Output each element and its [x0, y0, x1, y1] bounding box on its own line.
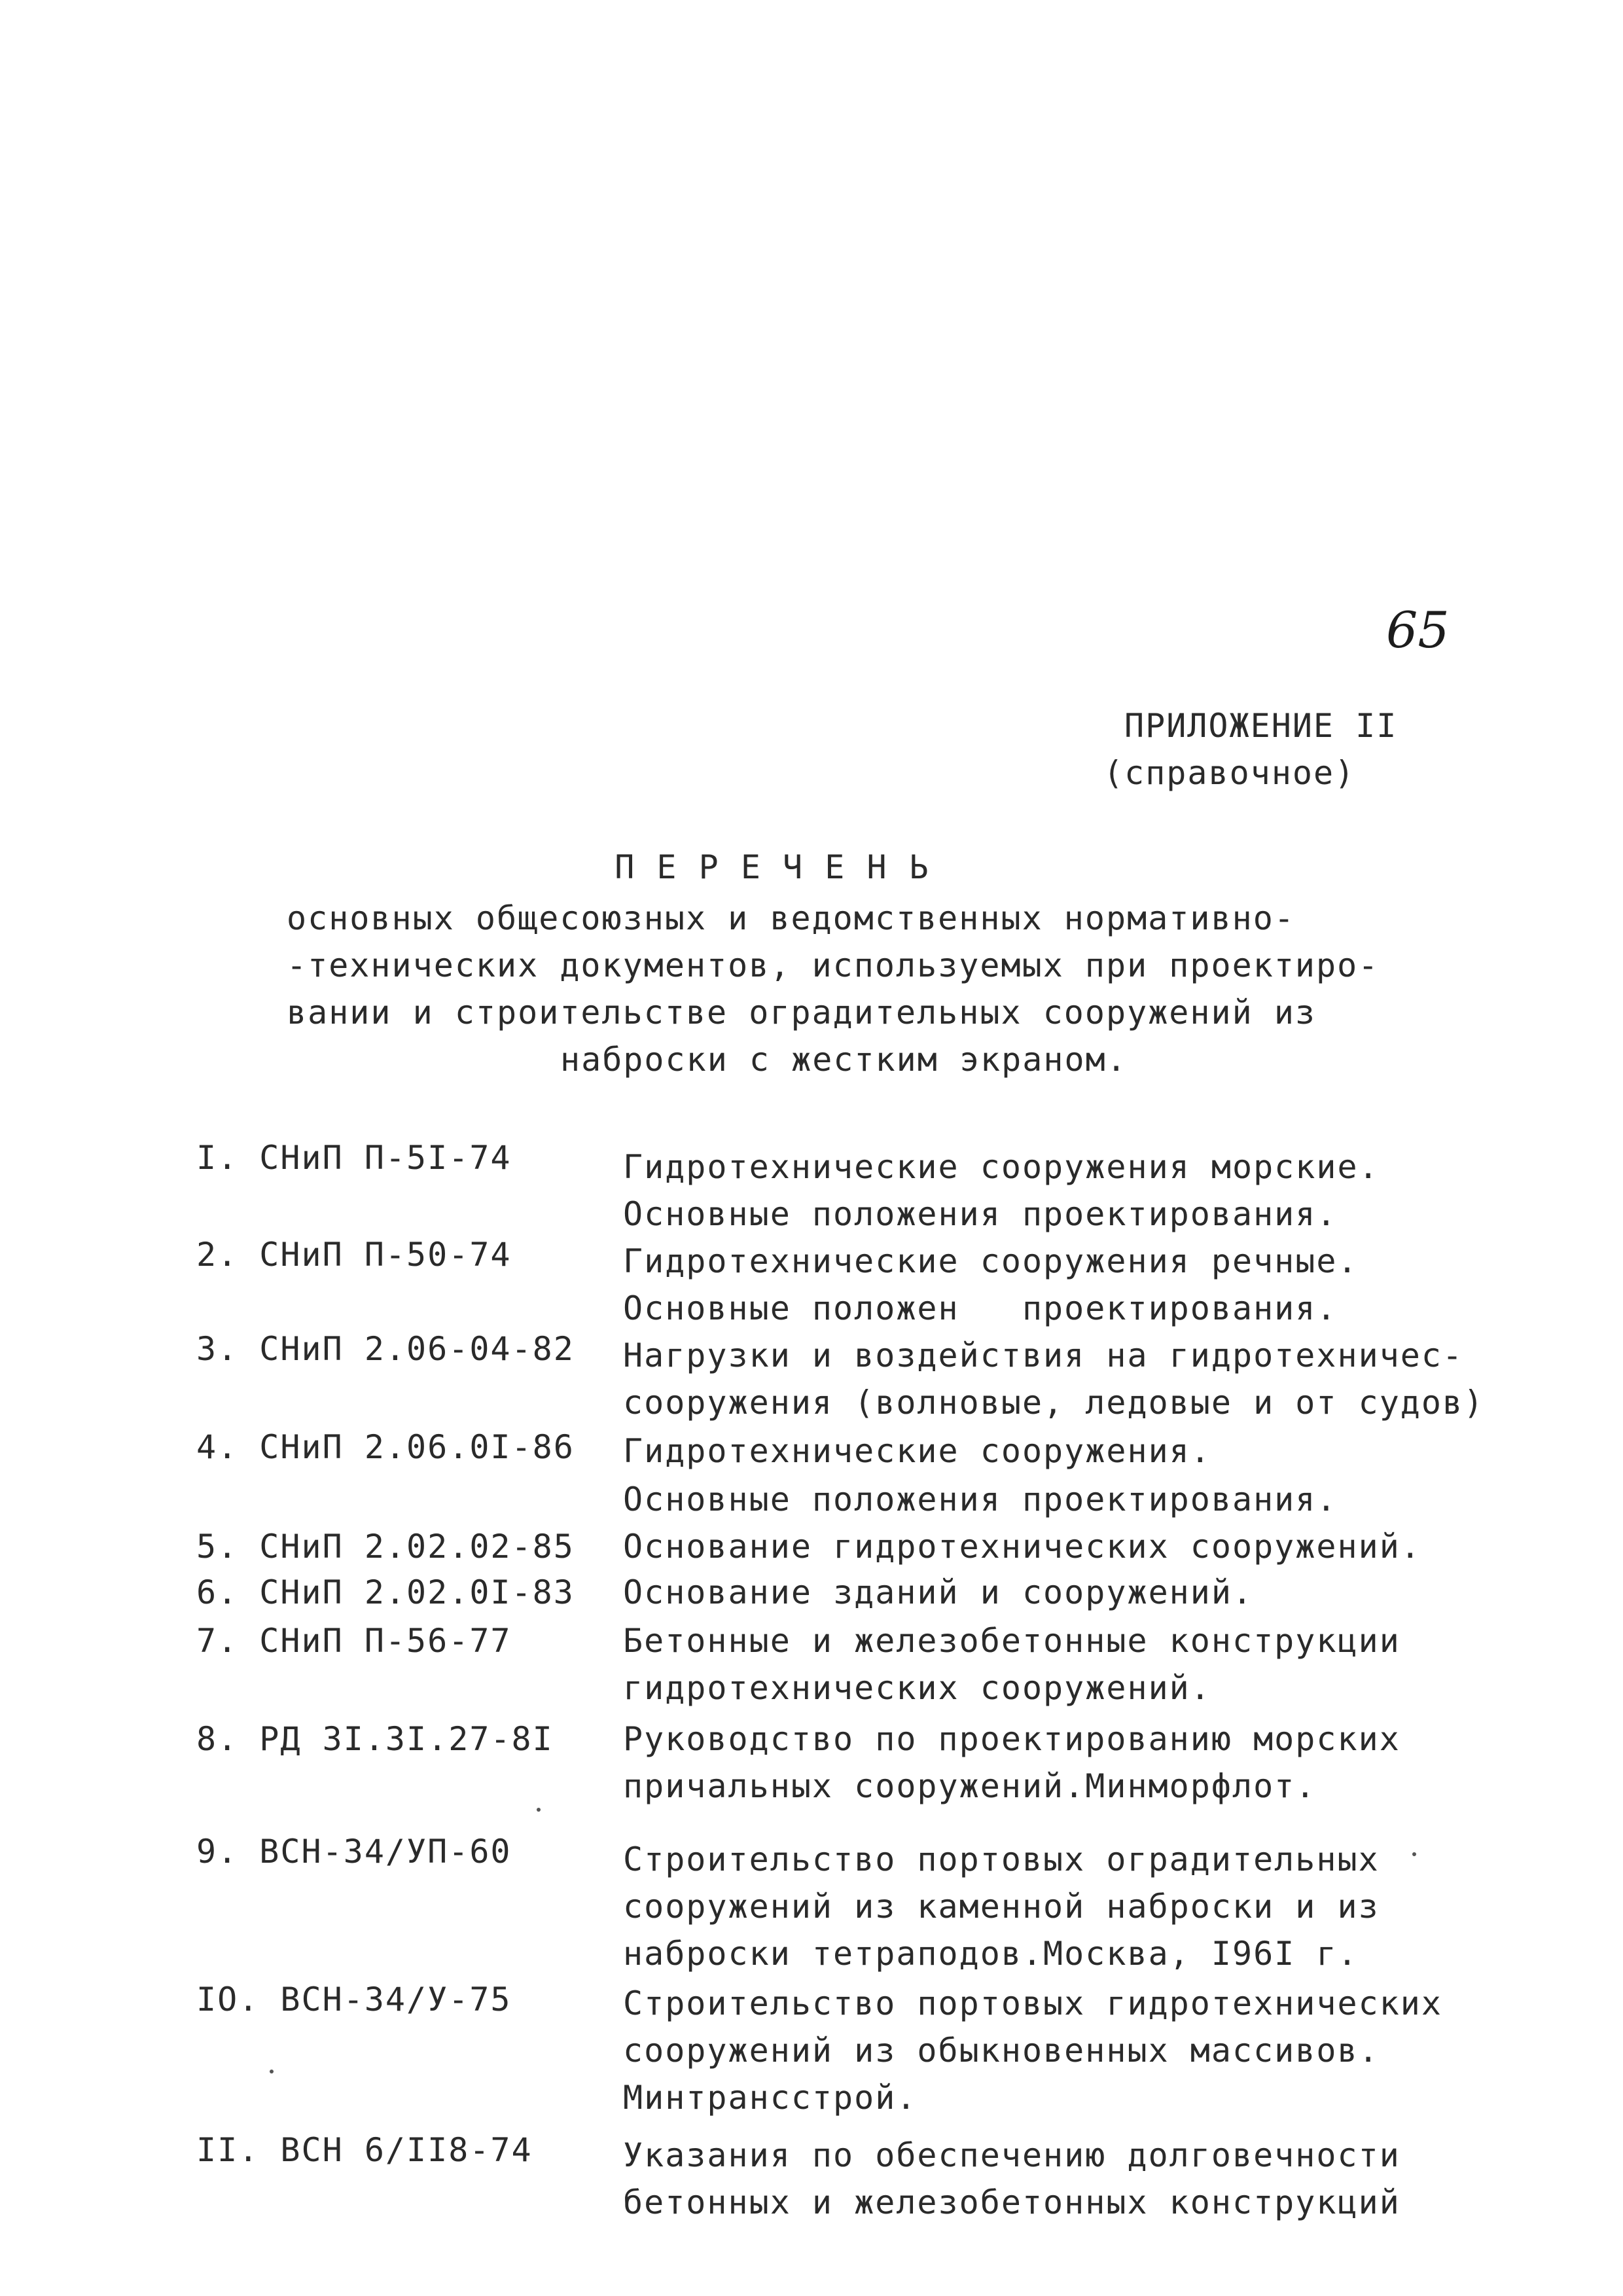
- entry-code: 8. РД 3I.3I.27-8I: [196, 1720, 554, 1758]
- entry-title-line: Основные положения проектирования.: [623, 1195, 1338, 1233]
- entry-title-line: Строительство портовых гидротехнических: [623, 1984, 1442, 2022]
- heading-line: наброски с жестким экраном.: [560, 1041, 1128, 1079]
- entry-code: 7. СНиП П-56-77: [196, 1622, 512, 1660]
- entry-code: II. ВСН 6/II8-74: [196, 2131, 533, 2169]
- scan-speck: [1412, 1852, 1416, 1856]
- entry-title-line: Основание зданий и сооружений.: [623, 1573, 1254, 1611]
- entry-code: 9. ВСН-34/УП-60: [196, 1833, 512, 1871]
- heading-line: вании и строительстве оградительных сооружений из: [287, 994, 1317, 1031]
- scan-speck: [270, 2070, 274, 2073]
- entry-title-line: Строительство портовых оградительных: [623, 1840, 1380, 1878]
- page-number: 65: [1386, 601, 1450, 659]
- entry-code: I. СНиП П-5I-74: [196, 1139, 512, 1177]
- entry-title-line: Гидротехнические сооружения речные.: [623, 1242, 1359, 1280]
- entry-title-line: Нагрузки и воздействия на гидротехничес-: [623, 1336, 1464, 1374]
- entry-title-line: Основные положен проектирования.: [623, 1289, 1338, 1327]
- entry-code: IO. ВСН-34/У-75: [196, 1981, 512, 2018]
- list-title: П Е Р Е Ч Е Н Ь: [615, 848, 930, 886]
- entry-code: 5. СНиП 2.02.02-85: [196, 1528, 575, 1566]
- entry-title-line: Минтрансстрой.: [623, 2079, 918, 2117]
- entry-code: 6. СНиП 2.02.0I-83: [196, 1573, 575, 1611]
- entry-title-line: сооружений из обыкновенных массивов.: [623, 2032, 1380, 2070]
- heading-line: -технических документов, используемых при проектиро-: [287, 946, 1380, 984]
- heading-line: основных общесоюзных и ведомственных нормативно-: [287, 899, 1295, 937]
- entry-title-line: Руководство по проектированию морских: [623, 1720, 1400, 1758]
- entry-code: 2. СНиП П-50-74: [196, 1236, 512, 1274]
- entry-title-line: бетонных и железобетонных конструкций: [623, 2183, 1400, 2221]
- entry-title-line: Основание гидротехнических сооружений.: [623, 1528, 1421, 1566]
- scan-speck: [537, 1808, 541, 1812]
- entry-code: 3. СНиП 2.06-04-82: [196, 1330, 575, 1368]
- entry-title-line: сооружений из каменной наброски и из: [623, 1888, 1380, 1926]
- entry-title-line: гидротехнических сооружений.: [623, 1669, 1211, 1707]
- entry-title-line: сооружения (волновые, ледовые и от судов): [623, 1384, 1485, 1422]
- appendix-subtitle: (справочное): [1103, 754, 1356, 792]
- entry-title-line: Гидротехнические сооружения морские.: [623, 1148, 1380, 1186]
- entry-title-line: Бетонные и железобетонные конструкции: [623, 1622, 1400, 1660]
- entry-code: 4. СНиП 2.06.0I-86: [196, 1428, 575, 1466]
- appendix-title: ПРИЛОЖЕНИЕ II: [1124, 707, 1398, 745]
- entry-title-line: Основные положения проектирования.: [623, 1480, 1338, 1518]
- entry-title-line: наброски тетраподов.Москва, I96I г.: [623, 1935, 1359, 1973]
- entry-title-line: причальных сооружений.Минморфлот.: [623, 1767, 1317, 1805]
- entry-title-line: Указания по обеспечению долговечности: [623, 2136, 1400, 2174]
- entry-title-line: Гидротехнические сооружения.: [623, 1432, 1211, 1470]
